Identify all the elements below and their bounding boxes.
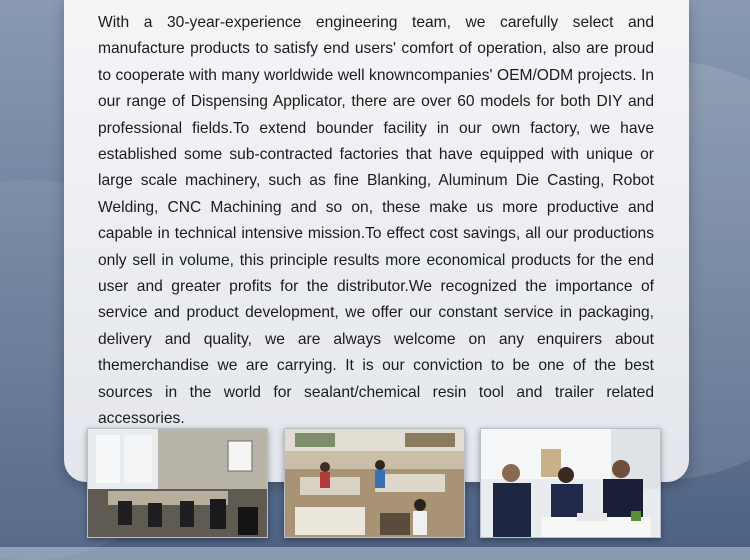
- company-intro-text: With a 30-year-experience engineering team, we carefully select and manufacture products to satisfy end users' comfort of operation, also are proud to cooperate with many worldwide well knowncompanies' OEM/ODM projects. In our range of Dispensing Applicator, there are over 60 models for both DIY and professional fields.To extend bounder facility in our own factory, we have established some sub-contracted factories that have equipped with unique or large scale machinery, such as fine Blanking, Aluminum Die Casting, Robot Welding, CNC Machining and so on, these make us more productive and capable in technical intensive mission.To effect cost savings, all our productions only sell in volume, this principle results more economical products for the end user and greater profits for the distributor.We recognized the importance of service and product development, we offer our constant service in packaging, delivery and quality, we are always welcome on any enquirers about themerchandise we are carrying. It is our conviction to be one of the best sources in the world for sealant/chemical resin tool and trailer related accessories.: [98, 14, 654, 428]
- office-meeting-room-photo: [87, 428, 268, 538]
- business-meeting-photo: [480, 428, 661, 538]
- open-workshop-photo: [284, 428, 465, 538]
